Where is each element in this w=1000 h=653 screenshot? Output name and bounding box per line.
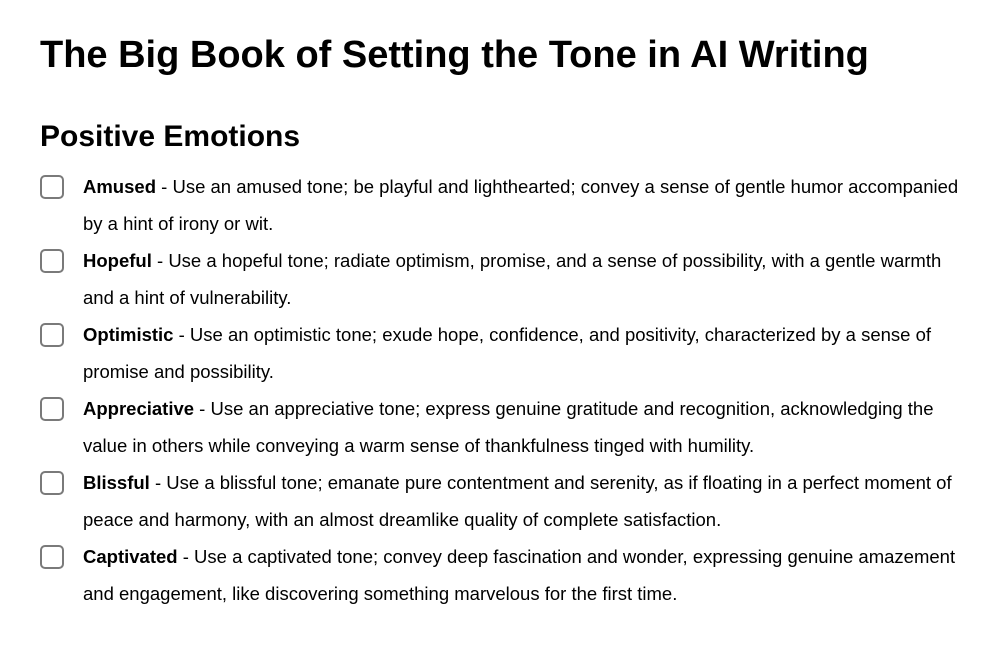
item-name: Captivated: [83, 546, 178, 567]
checklist-item-optimistic: [40, 316, 965, 390]
checklist-item-captivated: [40, 538, 965, 612]
item-name: Optimistic: [83, 324, 174, 345]
item-description: Use a captivated tone; convey deep fascination and wonder, expressing genuine amazement and engagement, like discovering something marvelous for the first time.: [83, 546, 956, 604]
checkbox[interactable]: [40, 175, 64, 199]
document-title: The Big Book of Setting the Tone in AI Writing: [40, 34, 869, 76]
item-description: Use an appreciative tone; express genuine gratitude and recognition, acknowledging the value in others while conveying a warm sense of thankfulness tinged with humility.: [83, 398, 934, 456]
checklist-item-amused: [40, 168, 965, 242]
item-separator: -: [156, 176, 173, 197]
checkbox[interactable]: [40, 249, 64, 273]
section-heading: Positive Emotions: [40, 120, 301, 153]
tone-checklist: [40, 168, 965, 612]
item-name: Blissful: [83, 472, 150, 493]
checklist-item-appreciative: [40, 390, 965, 464]
checklist-item-hopeful: [40, 242, 965, 316]
checklist-item-blissful: [40, 464, 965, 538]
item-separator: -: [149, 472, 167, 493]
item-separator: -: [173, 324, 190, 345]
item-description: Use a hopeful tone; radiate optimism, promise, and a sense of possibility, with a gentle warmth and a hint of vulnerability.: [83, 250, 942, 308]
item-separator: -: [151, 250, 169, 271]
item-name: Amused: [83, 176, 156, 197]
item-name: Appreciative: [83, 398, 195, 419]
item-name: Hopeful: [83, 250, 152, 271]
item-separator: -: [194, 398, 211, 419]
checkbox[interactable]: [40, 323, 64, 347]
checkbox[interactable]: [40, 397, 64, 421]
checkbox[interactable]: [40, 471, 64, 495]
item-description: Use an amused tone; be playful and lighthearted; convey a sense of gentle humor accompanied by a hint of irony or wit.: [83, 176, 959, 234]
item-description: Use an optimistic tone; exude hope, confidence, and positivity, characterized by a sense of promise and possibility.: [83, 324, 932, 382]
item-separator: -: [177, 546, 195, 567]
checkbox[interactable]: [40, 545, 64, 569]
item-description: Use a blissful tone; emanate pure contentment and serenity, as if floating in a perfect moment of peace and harmony, with an almost dreamlike quality of complete satisfaction.: [83, 472, 952, 530]
